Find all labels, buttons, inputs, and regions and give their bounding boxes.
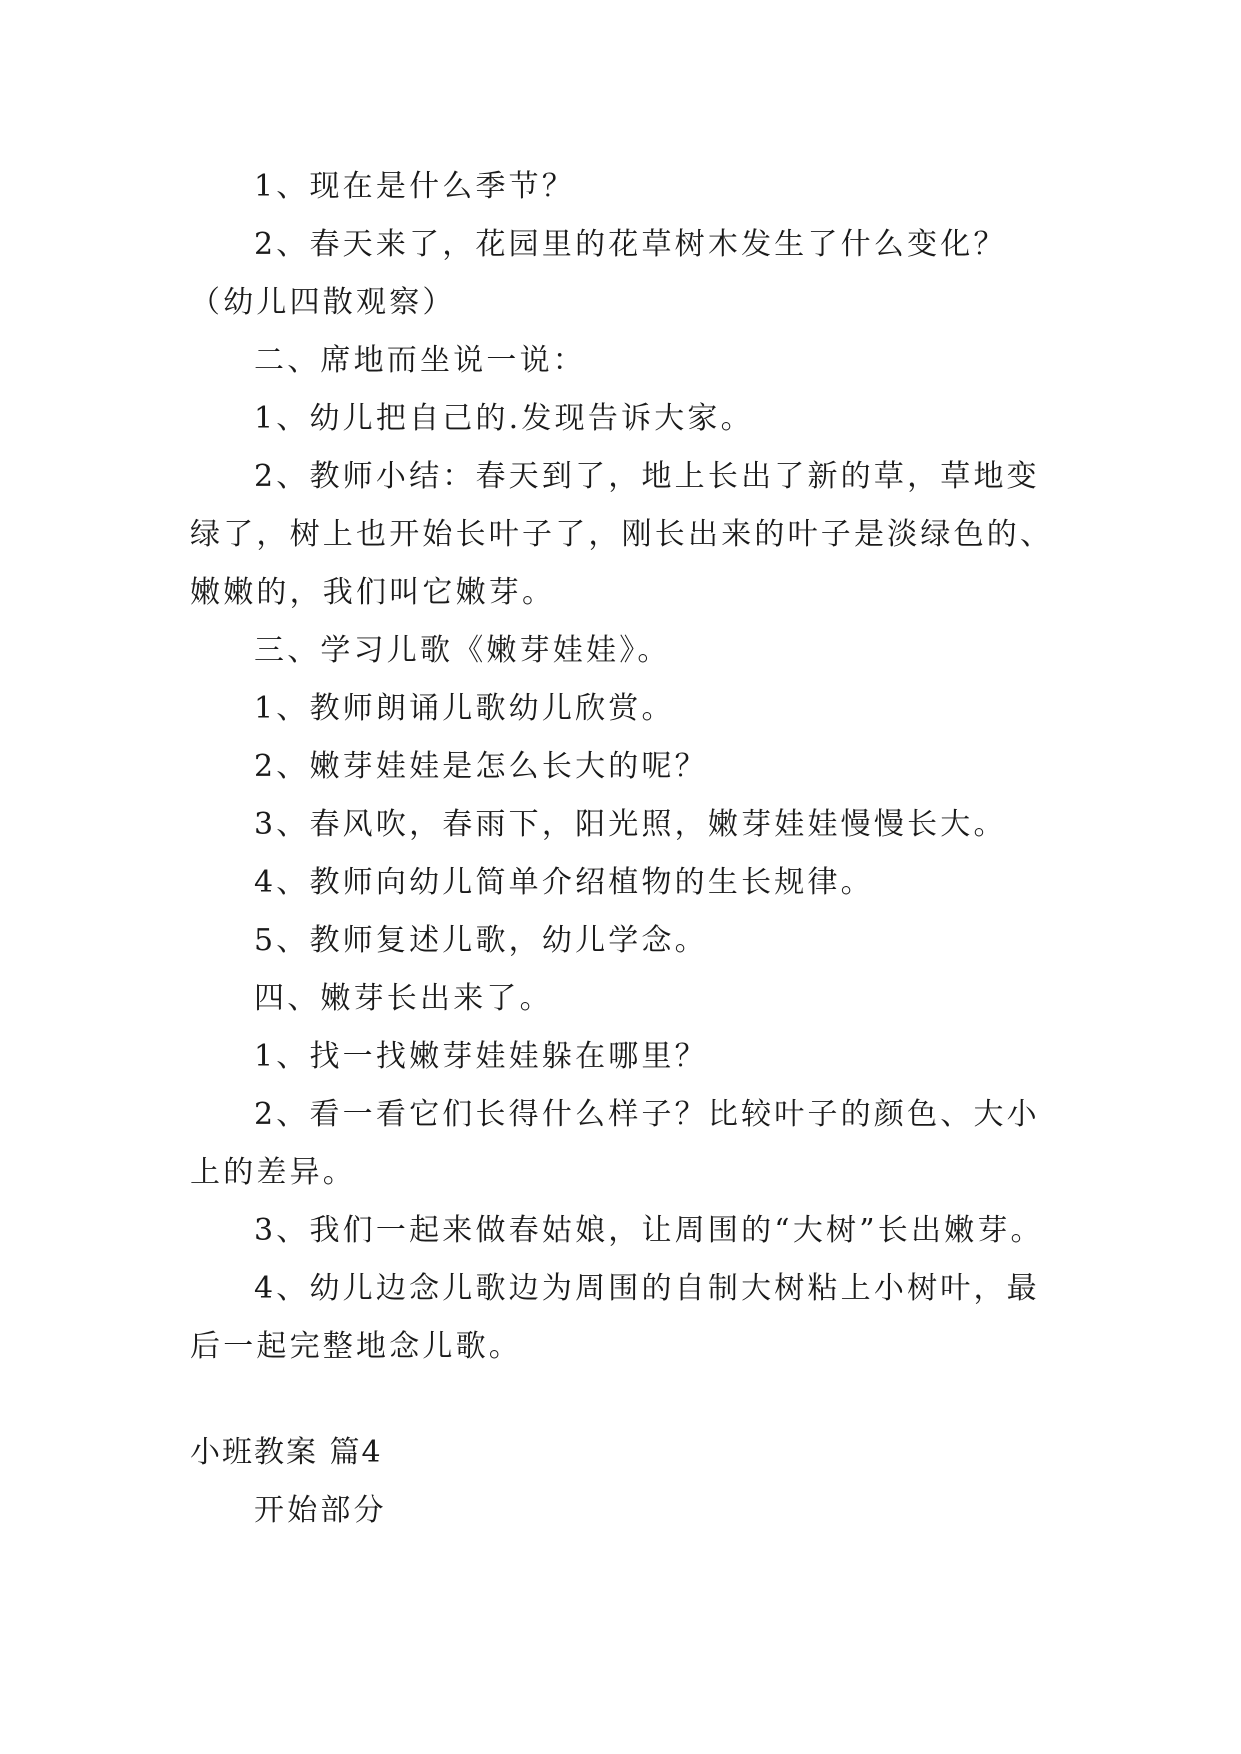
paragraph: 5、教师复述儿歌，幼儿学念。 [254, 923, 708, 958]
section-heading: 小班教案 篇4 [190, 1435, 383, 1470]
paragraph: 2、教师小结：春天到了，地上长出了新的草，草地变绿了，树上也开始长叶子了，刚长出来的叶子是淡绿色的、嫩嫩的，我们叫它嫩芽。 [190, 459, 1054, 610]
paragraph: 3、我们一起来做春姑娘，让周围的“大树”长出嫩芽。 [254, 1213, 1044, 1248]
paragraph: 2、春天来了，花园里的花草树木发生了什么变化？（幼儿四散观察） [190, 227, 1007, 320]
paragraph: 1、教师朗诵儿歌幼儿欣赏。 [254, 691, 675, 726]
paragraph: 开始部分 [254, 1493, 387, 1528]
paragraph: 1、幼儿把自己的.发现告诉大家。 [254, 401, 754, 436]
paragraph: 4、教师向幼儿简单介绍植物的生长规律。 [254, 865, 874, 900]
paragraph: 2、看一看它们长得什么样子？比较叶子的颜色、大小上的差异。 [190, 1097, 1040, 1190]
paragraph: 二、席地而坐说一说： [254, 343, 586, 378]
document-body [190, 158, 1070, 1540]
paragraph: 四、嫩芽长出来了。 [254, 981, 553, 1016]
paragraph: 2、嫩芽娃娃是怎么长大的呢？ [254, 749, 708, 784]
paragraph: 1、现在是什么季节？ [254, 169, 576, 204]
paragraph: 1、找一找嫩芽娃娃躲在哪里？ [254, 1039, 708, 1074]
paragraph: 4、幼儿边念儿歌边为周围的自制大树粘上小树叶，最后一起完整地念儿歌。 [190, 1271, 1040, 1364]
paragraph: 三、学习儿歌《嫩芽娃娃》。 [254, 633, 671, 668]
paragraph: 3、春风吹，春雨下，阳光照，嫩芽娃娃慢慢长大。 [254, 807, 1007, 842]
